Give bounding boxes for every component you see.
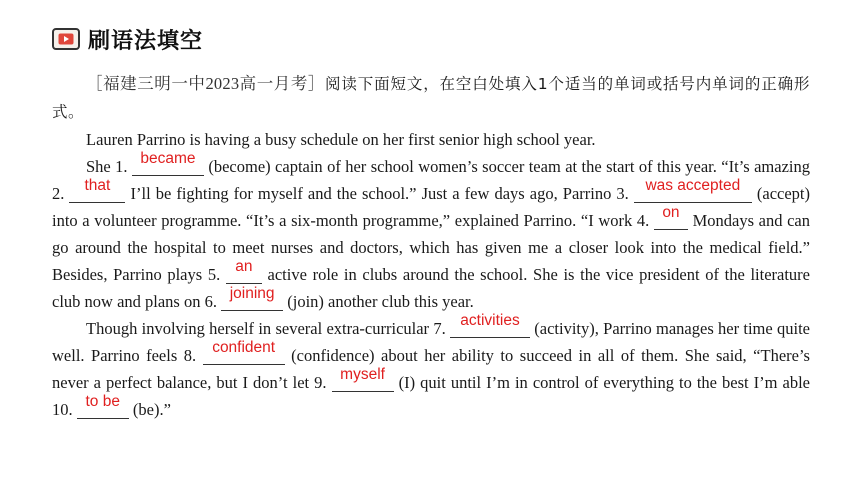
passage-text: She 1. [86, 157, 132, 176]
instruction-text: 阅读下面短文，在空白处填入1个适当的单词或括号内单词的正确形式。 [52, 75, 810, 121]
answer-3: was accepted [645, 177, 741, 194]
answer-1: became [140, 150, 196, 167]
blank-7 [450, 312, 530, 338]
video-icon [52, 28, 80, 50]
blank-4 [654, 204, 688, 230]
exercise-document [52, 70, 810, 423]
passage-paragraph-3 [52, 312, 810, 423]
passage-paragraph-1: Lauren Parrino is having a busy schedule on her first senior high school year. [86, 130, 596, 149]
section-title: 刷语法填空 [88, 28, 204, 54]
passage-text: I’ll be fighting for myself and the school.” Just a few days ago, Parrino 3. [125, 184, 634, 203]
passage-text: (activity), Parrino manages her time quite well. Parrino feels 8. [52, 319, 810, 365]
answer-7: activities [460, 312, 520, 329]
passage-text: (confidence) about her ability to succeed in all of them. She said, “There’s never a perfect balance, but I don’t let 9. [52, 346, 810, 392]
blank-3 [634, 177, 752, 203]
passage-text: Though involving herself in several extra-curricular 7. [86, 319, 450, 338]
passage-text: (join) another club this year. [283, 292, 474, 311]
blank-10 [77, 393, 129, 419]
passage-text: (accept) into a volunteer programme. “It’s a six-month programme,” explained Parrino. “I work 4. [52, 184, 811, 230]
answer-9: myself [340, 366, 385, 383]
answer-6: joining [229, 285, 275, 302]
passage-text: active role in clubs around the school. She is the vice president of the literature club now and plans on 6. [52, 265, 810, 311]
answer-10: to be [85, 393, 120, 410]
answer-8: confident [212, 339, 276, 356]
blank-5 [226, 258, 262, 284]
blank-6 [221, 285, 283, 311]
section-header [52, 24, 203, 54]
passage-text: Mondays and can go around the hospital to meet nurses and doctors, which has given me a closer look into the medical field.” Besides, Parrino plays 5. [52, 211, 811, 284]
answer-5: an [235, 258, 253, 275]
blank-8 [203, 339, 285, 365]
answer-4: on [662, 204, 680, 221]
passage-paragraph-2 [52, 150, 811, 315]
passage-text: (I) quit until I’m in control of everything to the best I’m able 10. [52, 373, 810, 419]
passage-text: (become) captain of her school women’s soccer team at the start of this year. “It’s amazing 2. [52, 157, 810, 203]
blank-9 [332, 366, 394, 392]
exercise-source: ［福建三明一中2023高一月考］ [86, 74, 325, 93]
passage-text: (be).” [128, 400, 171, 419]
blank-2 [69, 177, 125, 203]
answer-2: that [84, 177, 111, 194]
instruction [52, 70, 810, 126]
blank-1 [132, 150, 204, 176]
